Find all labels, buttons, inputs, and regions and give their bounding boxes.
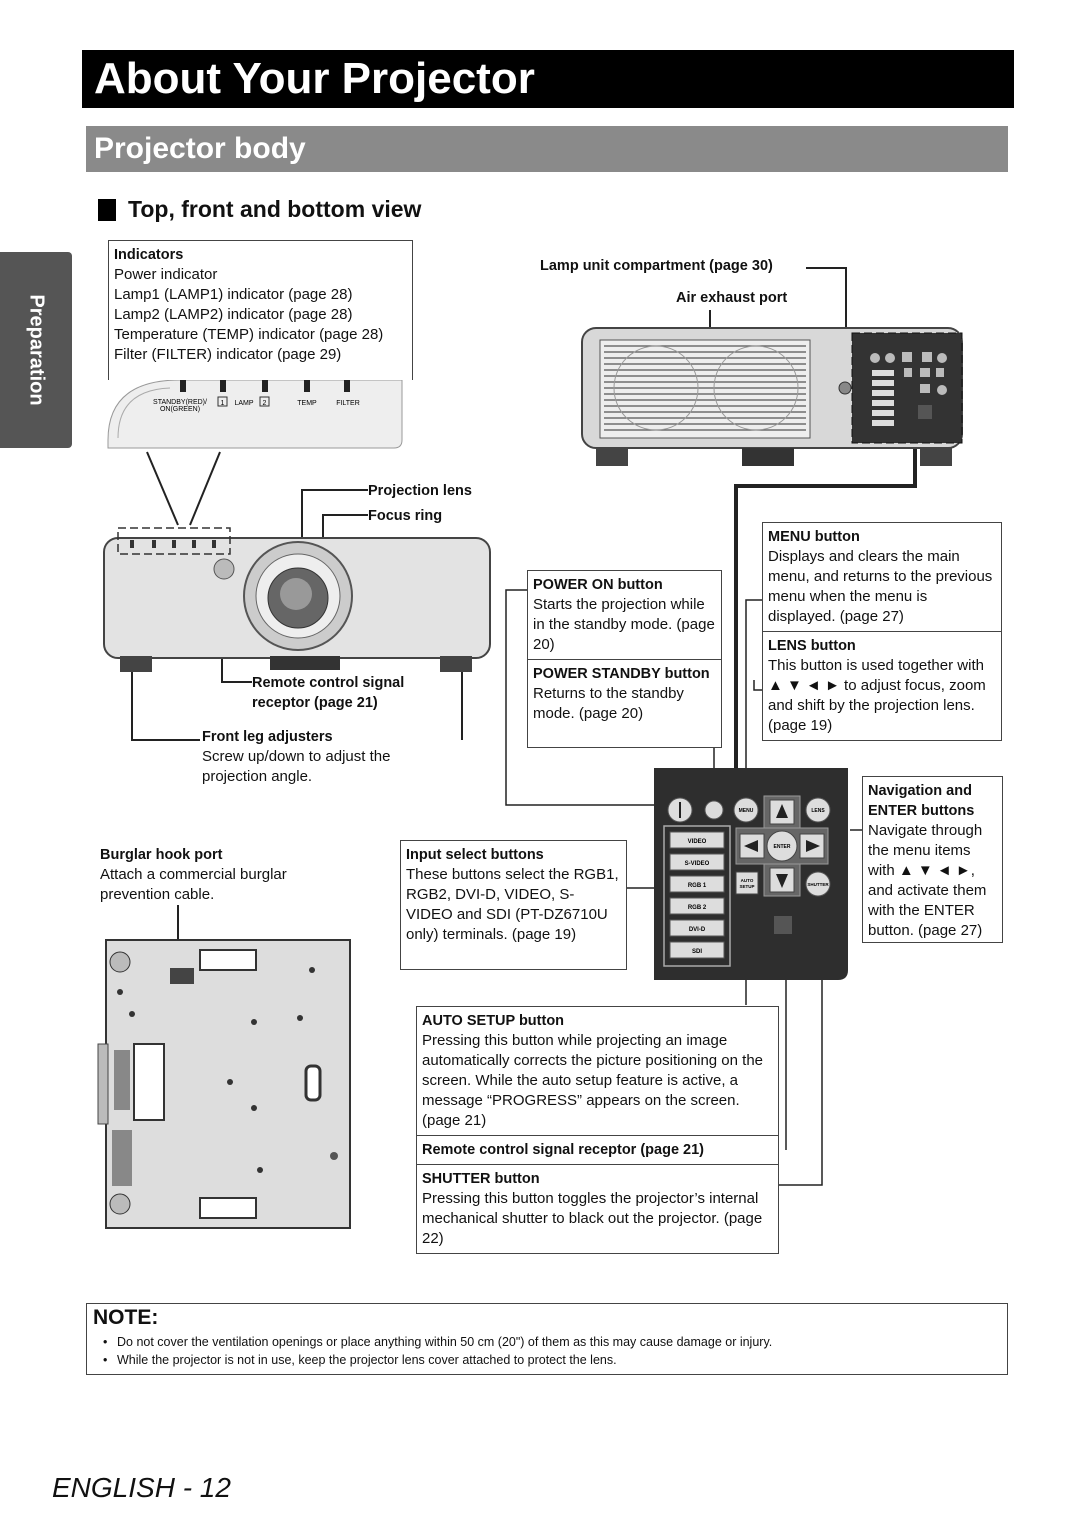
shutter-button-label: SHUTTER [807,882,829,887]
navigation-callout [862,776,1003,943]
menu-button-label: MENU [738,808,754,814]
power-standby-icon [705,801,723,819]
video-button-label: VIDEO [687,839,707,845]
auto-setup-text: Pressing this button while projecting an image automatically corrects the picture positioning on the screen. While the auto setup feature is active, a message “PROGRESS” appears on the screen. (page 21) [422,1032,764,1129]
temp-label: TEMP [297,400,317,407]
svideo-button-label: S-VIDEO [684,861,710,867]
menu-button-text: Displays and clears the main menu, and returns to the previous menu when the menu is displayed. (page 27) [768,548,993,625]
remote-receptor-title: Remote control signal receptor (page 21) [422,1142,705,1158]
input-select-callout [400,840,627,970]
side-tab-label: Preparation [25,294,48,406]
auto-setup-button-label: AUTO [740,878,754,883]
indicator-panel-closeup [108,380,402,448]
focus-ring-label: Focus ring [368,508,443,524]
lamp2-number: 2 [262,400,267,407]
remote-receptor-label: Remote control signal [252,675,405,691]
on-green-label: ON(GREEN) [159,406,201,413]
lens-button-label: LENS [811,808,825,814]
note-title: NOTE: [93,1306,159,1329]
subsection-heading-text: Top, front and bottom view [128,196,422,222]
projector-bottom-view [98,940,350,1228]
indicator-line: Filter (FILTER) indicator (page 29) [114,346,342,363]
filter-label: FILTER [336,400,360,407]
front-leg-text: Screw up/down to adjust the projection angle. [202,748,391,785]
projector-top-view [582,328,962,466]
menu-button-title: MENU button [768,529,860,545]
auto-setup-callout [416,1006,779,1254]
enter-button-label: ENTER [773,844,791,850]
standby-label: STANDBY(RED)/ [153,399,207,406]
projector-front-view [104,528,490,672]
control-panel [654,768,848,980]
indicator-line: Lamp2 (LAMP2) indicator (page 28) [114,306,353,323]
section-title: Projector body [86,126,1008,172]
page-footer: ENGLISH - 12 [52,1472,231,1503]
shutter-text: Pressing this button toggles the projector’s internal mechanical shutter to black out the projector. (page 22) [422,1190,763,1247]
lens-button-text: This button is used together with ▲ ▼ ◄ ► to adjust focus, zoom and shift by the projection lens. (page 19) [768,657,986,734]
power-on-text: Starts the projection while in the standby mode. (page 20) [533,596,715,653]
power-buttons-callout [527,570,722,748]
input-select-text: These buttons select the RGB1, RGB2, DVI-D, VIDEO, S-VIDEO and SDI (PT-DZ6710U only) terminals. (page 19) [406,866,619,943]
indicators-title: Indicators [114,247,184,263]
sdi-button-label: SDI [691,949,703,955]
note-item: • Do not cover the ventilation openings or place anything within 50 cm (20") of them as this may cause damage or injury. [117,1335,772,1349]
power-on-title: POWER ON button [533,577,663,593]
front-leg-title: Front leg adjusters [202,729,333,745]
lamp-label: LAMP [234,400,254,407]
note-box [86,1303,1008,1375]
note-item: • While the projector is not in use, keep the projector lens cover attached to protect the lens. [117,1353,617,1367]
indicator-line: Lamp1 (LAMP1) indicator (page 28) [114,286,353,303]
lens-button-title: LENS button [768,638,856,654]
page-title: About Your Projector [82,50,1014,108]
indicators-callout [108,240,413,380]
input-select-title: Input select buttons [406,847,544,863]
shutter-title: SHUTTER button [422,1171,540,1187]
burglar-hook-title: Burglar hook port [100,847,223,863]
lamp-unit-label: Lamp unit compartment (page 30) [540,258,773,274]
lamp1-number: 1 [220,400,225,407]
power-standby-title: POWER STANDBY button [533,666,710,682]
projection-lens-label: Projection lens [368,483,472,499]
burglar-hook-text: Attach a commercial burglar prevention cable. [100,866,287,903]
rgb1-button-label: RGB 1 [687,883,707,889]
dvid-button-label: DVI-D [688,927,706,933]
power-standby-text: Returns to the standby mode. (page 20) [533,685,684,722]
navigation-title: Navigation and ENTER buttons [868,783,975,819]
indicator-line: Power indicator [114,266,218,283]
air-exhaust-label: Air exhaust port [676,290,788,306]
auto-setup-title: AUTO SETUP button [422,1013,565,1029]
rgb2-button-label: RGB 2 [687,905,707,911]
remote-receptor-label-2: receptor (page 21) [252,695,378,711]
svg-text:SETUP: SETUP [739,884,755,889]
menu-lens-callout [762,522,1002,741]
indicator-line: Temperature (TEMP) indicator (page 28) [114,326,384,343]
navigation-text: Navigate through the menu items with ▲ ▼ ◄ ►, and activate them with the ENTER button. (page 27) [868,822,987,939]
